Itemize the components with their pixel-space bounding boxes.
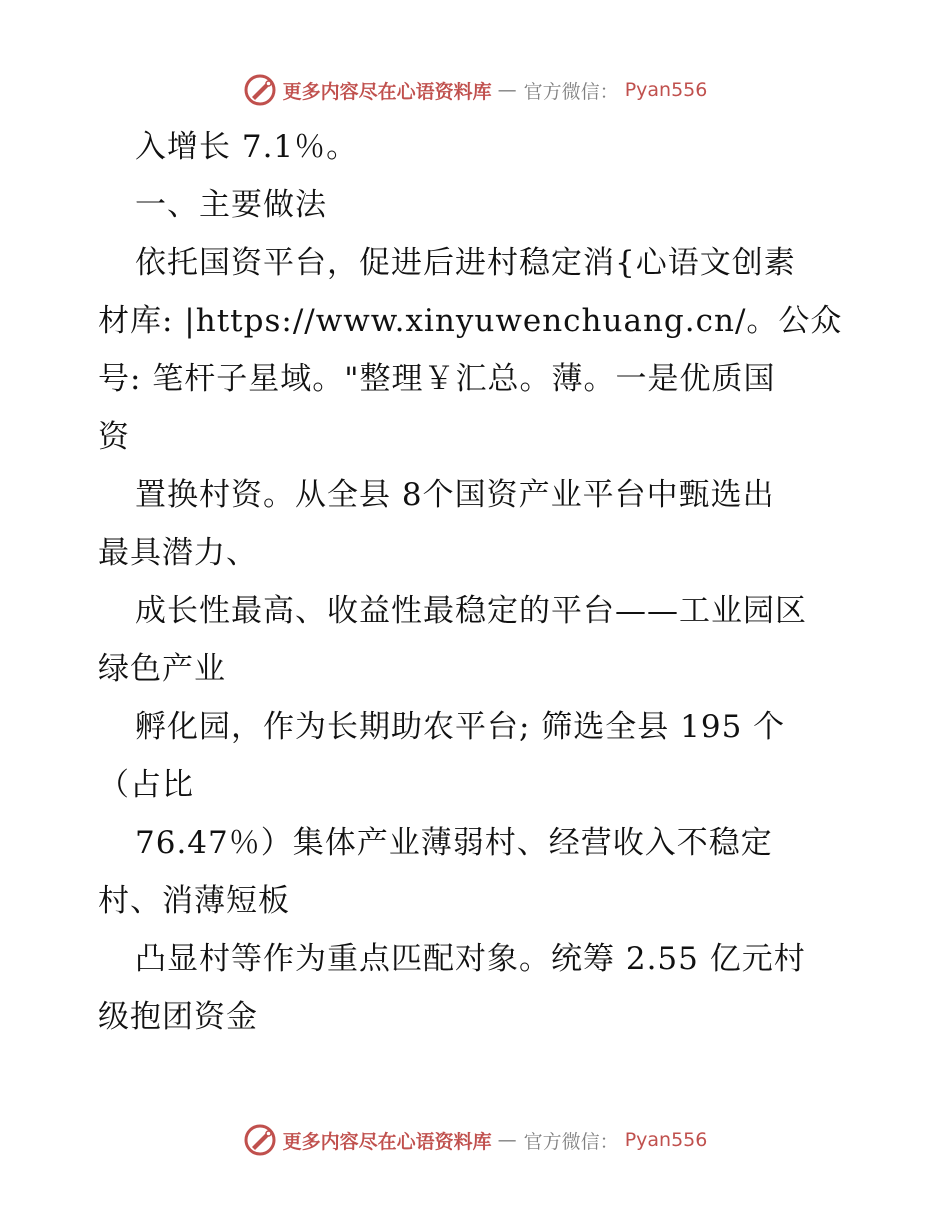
watermark-label: 官方微信： (523, 1130, 619, 1153)
watermark-account: Pyan556 (624, 1129, 708, 1151)
text-line: 孵化园，作为长期助农平台; 筛选全县 195 个 (135, 709, 786, 745)
text-line: 置换村资。从全县 8个国资产业平台中甄选出 (135, 477, 775, 513)
logo-icon (243, 1123, 277, 1157)
logo-icon (243, 73, 277, 107)
watermark-main-text: 更多内容尽在心语资料库 (282, 80, 492, 103)
text-line: 76.47％）集体产业薄弱村、经营收入不稳定 (135, 825, 773, 861)
text-line: 资 (98, 419, 130, 455)
watermark-label: 官方微信： (523, 80, 619, 103)
text-line: 成长性最高、收益性最稳定的平台——工业园区 (135, 593, 807, 629)
text-line: 材库: |https://www.xinyuwenchuang.cn/。公众 (98, 303, 843, 339)
document-body (98, 118, 858, 1046)
text-line: 绿色产业 (98, 651, 226, 687)
text-line: 最具潜力、 (98, 535, 258, 571)
text-line: 入增长 7.1％。 (135, 129, 359, 165)
watermark-main-text: 更多内容尽在心语资料库 (282, 1130, 492, 1153)
text-line: 凸显村等作为重点匹配对象。统筹 2.55 亿元村 (135, 941, 806, 977)
watermark-account: Pyan556 (624, 79, 708, 101)
header-watermark (0, 70, 950, 110)
text-line: （占比 (98, 767, 194, 803)
text-line: 依托国资平台，促进后进村稳定消{心语文创素 (135, 245, 796, 281)
watermark-separator: — (497, 1129, 518, 1151)
text-line: 级抱团资金 (98, 999, 258, 1035)
footer-watermark (0, 1120, 950, 1160)
text-line: 号: 笔杆子星域。"整理￥汇总。薄。一是优质国 (98, 361, 776, 397)
section-heading: 一、主要做法 (135, 187, 327, 223)
text-line: 村、消薄短板 (98, 883, 290, 919)
watermark-separator: — (497, 79, 518, 101)
